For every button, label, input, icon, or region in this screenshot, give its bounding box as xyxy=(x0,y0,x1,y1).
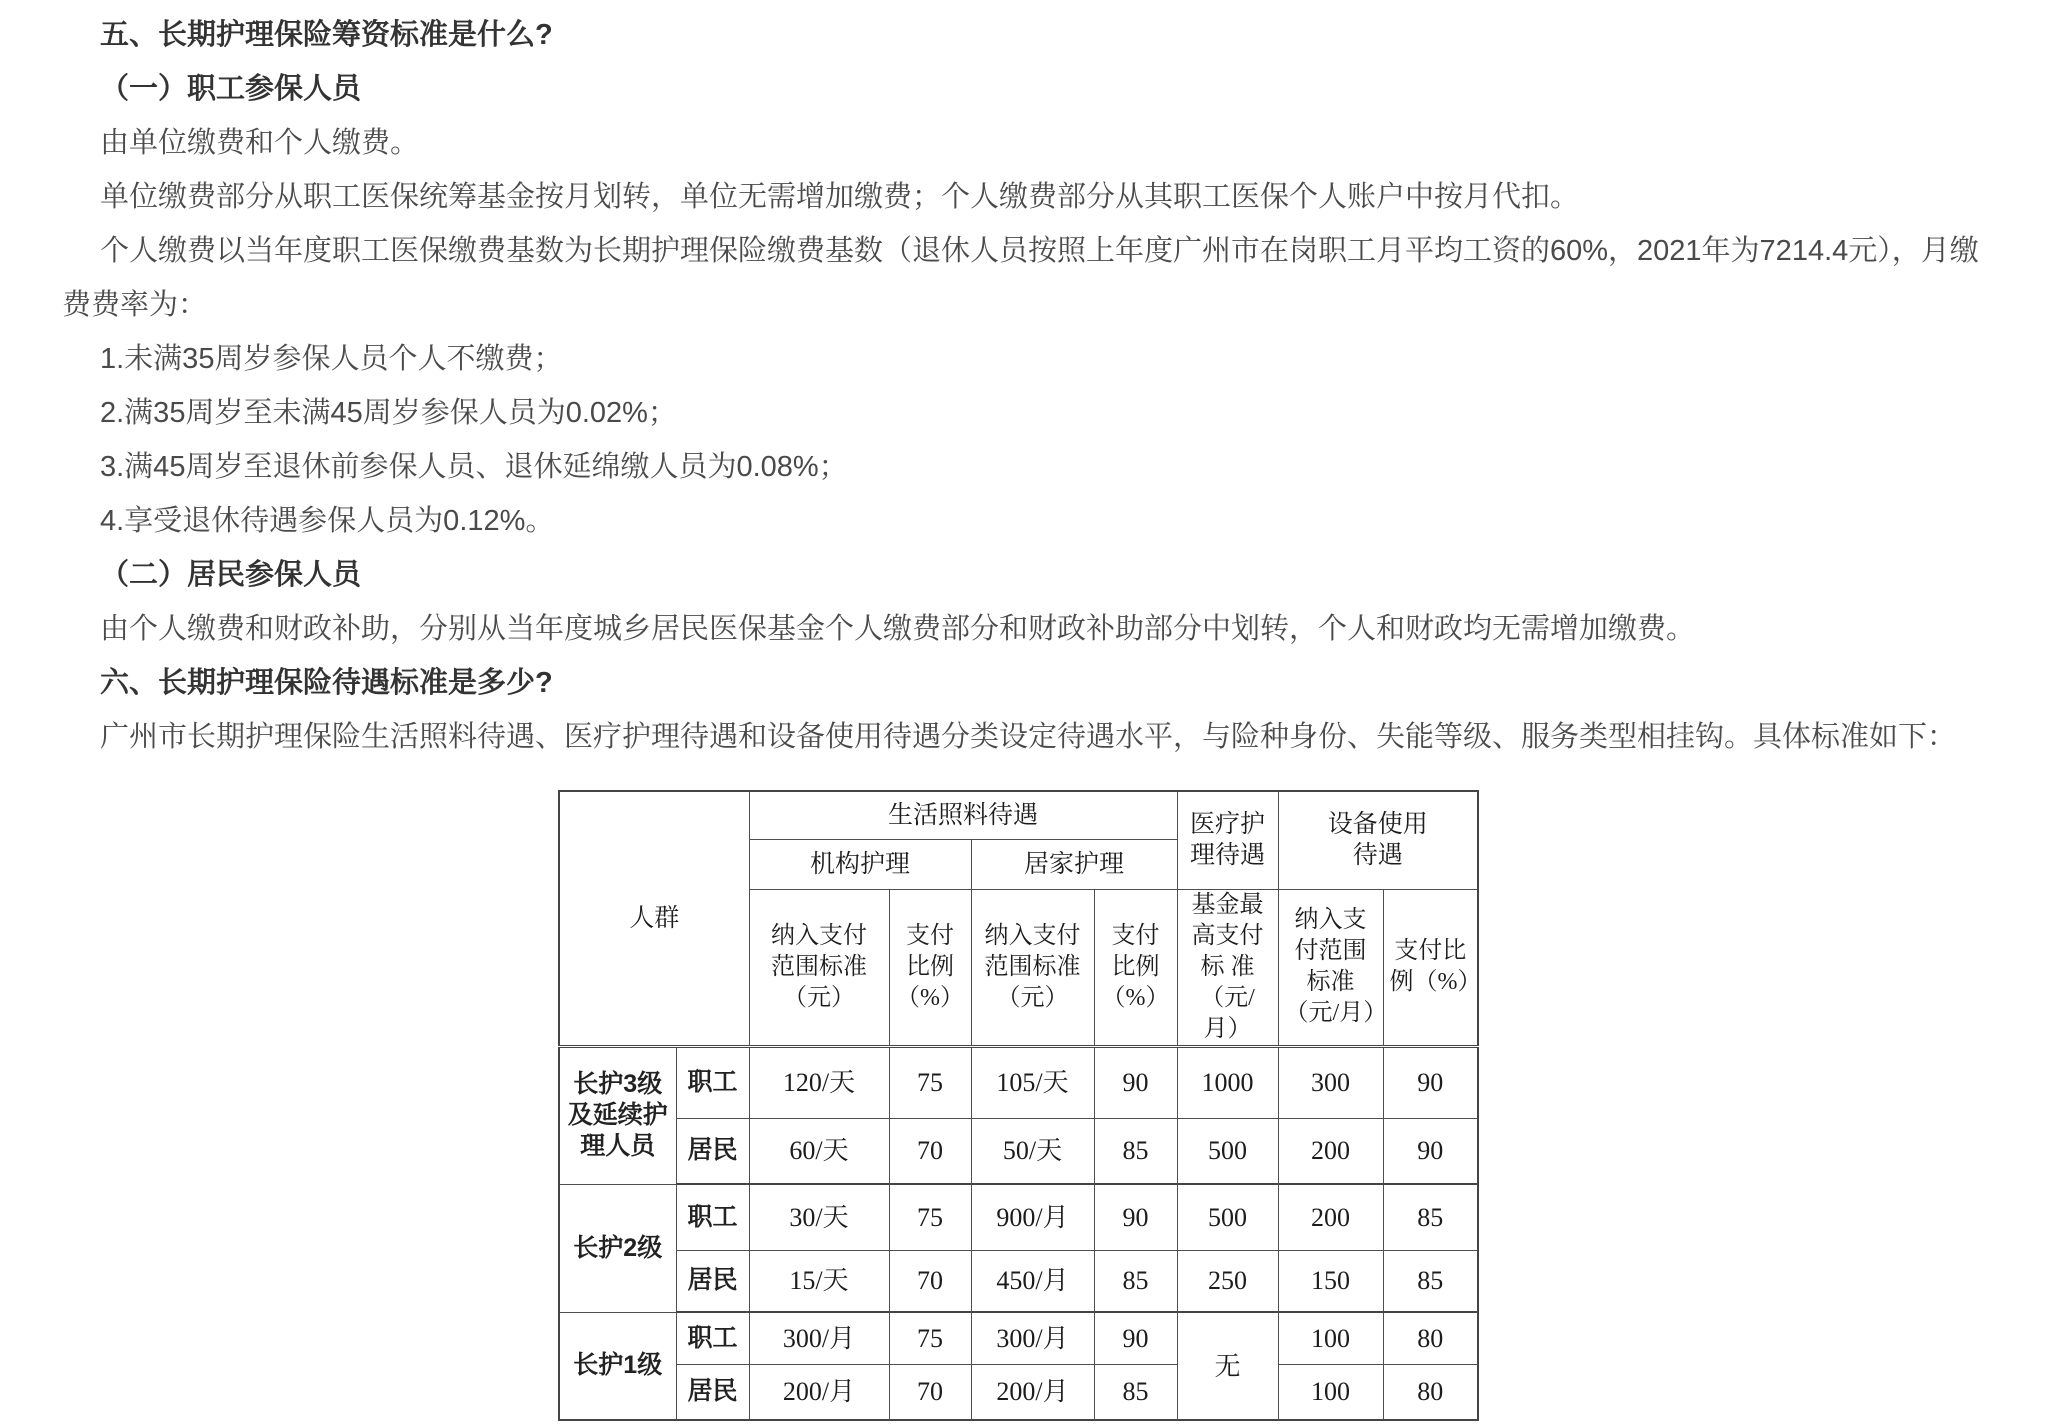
table-row xyxy=(559,1184,1478,1250)
cell-home-standard: 200/月 xyxy=(971,1364,1094,1420)
cell-inst-standard: 15/天 xyxy=(749,1250,889,1312)
cell-home-ratio: 90 xyxy=(1094,1312,1177,1364)
rate-item-4: 4.享受退休待遇参保人员为0.12%。 xyxy=(100,505,555,537)
paragraph-employer-contribution: 单位缴费部分从职工医保统筹基金按月划转，单位无需增加缴费；个人缴费部分从其职工医保个人账户中按月代扣。 xyxy=(100,181,1580,213)
cell-equip-standard: 150 xyxy=(1278,1250,1383,1312)
cell-inst-ratio: 70 xyxy=(889,1364,971,1420)
cell-inst-standard: 120/天 xyxy=(749,1046,889,1118)
cell-fund-max: 1000 xyxy=(1177,1046,1278,1118)
group-label-level3: 长护3级及延续护理人员 xyxy=(559,1046,676,1184)
header-medical-care-group: 医疗护理待遇 xyxy=(1177,791,1278,889)
subsection2-heading: （二）居民参保人员 xyxy=(100,559,362,591)
subsection1-heading: （一）职工参保人员 xyxy=(100,73,362,105)
header-life-care-group: 生活照料待遇 xyxy=(749,791,1177,839)
cell-home-standard: 900/月 xyxy=(971,1184,1094,1250)
cell-home-ratio: 85 xyxy=(1094,1250,1177,1312)
cell-home-ratio: 85 xyxy=(1094,1364,1177,1420)
cell-home-standard: 50/天 xyxy=(971,1118,1094,1184)
header-equip-ratio: 支付比例（%） xyxy=(1383,889,1478,1046)
rate-item-1: 1.未满35周岁参保人员个人不缴费； xyxy=(100,343,563,375)
header-home-care: 居家护理 xyxy=(971,839,1177,889)
cell-inst-ratio: 70 xyxy=(889,1250,971,1312)
person-type: 职工 xyxy=(676,1184,749,1250)
table-row xyxy=(559,1364,1478,1420)
cell-fund-max: 500 xyxy=(1177,1118,1278,1184)
cell-home-standard: 450/月 xyxy=(971,1250,1094,1312)
cell-inst-standard: 300/月 xyxy=(749,1312,889,1364)
rate-item-3: 3.满45周岁至退休前参保人员、退休延绵缴人员为0.08%； xyxy=(100,451,848,483)
person-type: 职工 xyxy=(676,1312,749,1364)
cell-equip-standard: 100 xyxy=(1278,1364,1383,1420)
paragraph-benefit-intro: 广州市长期护理保险生活照料待遇、医疗护理待遇和设备使用待遇分类设定待遇水平，与险种身份、失能等级、服务类型相挂钩。具体标准如下： xyxy=(100,721,1957,753)
rate-item-2: 2.满35周岁至未满45周岁参保人员为0.02%； xyxy=(100,397,677,429)
cell-equip-standard: 300 xyxy=(1278,1046,1383,1118)
header-home-ratio: 支付比例（%） xyxy=(1094,889,1177,1046)
cell-home-ratio: 90 xyxy=(1094,1184,1177,1250)
person-type: 职工 xyxy=(676,1046,749,1118)
cell-inst-ratio: 75 xyxy=(889,1184,971,1250)
cell-home-ratio: 90 xyxy=(1094,1046,1177,1118)
person-type: 居民 xyxy=(676,1364,749,1420)
cell-home-standard: 300/月 xyxy=(971,1312,1094,1364)
cell-inst-standard: 30/天 xyxy=(749,1184,889,1250)
cell-fund-max-none: 无 xyxy=(1177,1312,1278,1420)
cell-inst-ratio: 70 xyxy=(889,1118,971,1184)
cell-equip-ratio: 90 xyxy=(1383,1046,1478,1118)
paragraph-personal-contribution-base: 个人缴费以当年度职工医保缴费基数为长期护理保险缴费基数（退休人员按照上年度广州市在岗职工月平均工资的60%，2021年为7214.4元），月缴费费率为： xyxy=(62,235,1979,321)
header-fund-max: 基金最高支付标 准（元/月） xyxy=(1177,889,1278,1046)
header-population: 人群 xyxy=(559,791,749,1046)
header-equipment-group: 设备使用待遇 xyxy=(1278,791,1478,889)
cell-inst-ratio: 75 xyxy=(889,1312,971,1364)
header-row-groups xyxy=(559,791,1478,839)
benefit-standards-table xyxy=(558,790,1482,1421)
person-type: 居民 xyxy=(676,1250,749,1312)
cell-inst-ratio: 75 xyxy=(889,1046,971,1118)
table-row xyxy=(559,1046,1478,1118)
paragraph-resident-funding: 由个人缴费和财政补助，分别从当年度城乡居民医保基金个人缴费部分和财政补助部分中划转，个人和财政均无需增加缴费。 xyxy=(100,613,1696,645)
benefit-table-wrapper xyxy=(558,790,1482,1421)
cell-inst-standard: 200/月 xyxy=(749,1364,889,1420)
cell-equip-standard: 200 xyxy=(1278,1184,1383,1250)
section6-heading: 六、长期护理保险待遇标准是多少? xyxy=(100,667,553,699)
paragraph-funding-source: 由单位缴费和个人缴费。 xyxy=(100,127,420,159)
table-row xyxy=(559,1312,1478,1364)
cell-equip-standard: 200 xyxy=(1278,1118,1383,1184)
cell-home-ratio: 85 xyxy=(1094,1118,1177,1184)
cell-equip-ratio: 90 xyxy=(1383,1118,1478,1184)
cell-equip-ratio: 80 xyxy=(1383,1364,1478,1420)
header-inst-ratio: 支付比例（%） xyxy=(889,889,971,1046)
group-label-level2: 长护2级 xyxy=(559,1184,676,1312)
table-row xyxy=(559,1250,1478,1312)
cell-inst-standard: 60/天 xyxy=(749,1118,889,1184)
header-home-standard: 纳入支付范围标准（元） xyxy=(971,889,1094,1046)
cell-fund-max: 250 xyxy=(1177,1250,1278,1312)
header-equip-standard: 纳入支付范围标准（元/月） xyxy=(1278,889,1383,1046)
cell-equip-ratio: 85 xyxy=(1383,1250,1478,1312)
cell-equip-ratio: 80 xyxy=(1383,1312,1478,1364)
header-institutional-care: 机构护理 xyxy=(749,839,971,889)
cell-equip-standard: 100 xyxy=(1278,1312,1383,1364)
cell-fund-max: 500 xyxy=(1177,1184,1278,1250)
section5-heading: 五、长期护理保险筹资标准是什么? xyxy=(100,19,553,51)
person-type: 居民 xyxy=(676,1118,749,1184)
table-row xyxy=(559,1118,1478,1184)
group-label-level1: 长护1级 xyxy=(559,1312,676,1420)
cell-equip-ratio: 85 xyxy=(1383,1184,1478,1250)
header-inst-standard: 纳入支付范围标准（元） xyxy=(749,889,889,1046)
cell-home-standard: 105/天 xyxy=(971,1046,1094,1118)
